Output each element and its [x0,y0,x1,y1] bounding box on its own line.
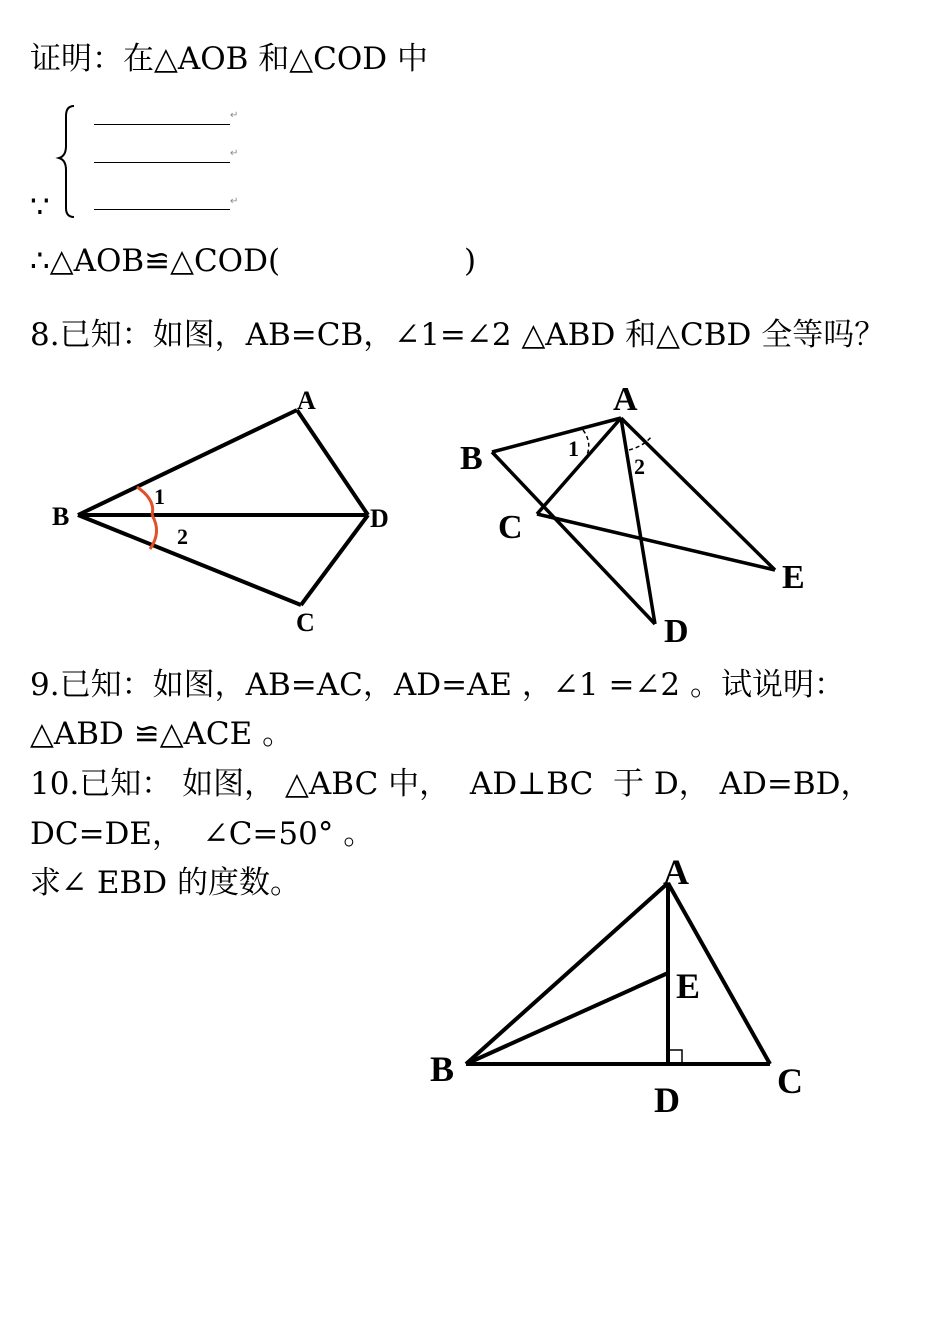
proof-brace [56,102,80,220]
fig2-label-d: D [664,613,689,650]
proof-blank-2[interactable] [94,162,230,163]
fig2-label-c: C [498,509,523,546]
proof-intro: 证明：在△AOB 和△COD 中 [30,41,428,77]
return-mark-2: ↵ [230,148,239,159]
fig1-angle-1: 1 [154,484,165,509]
question-9-line-2: △ABD ≌△ACE 。 [30,716,294,752]
proof-blank-3[interactable] [94,209,230,210]
figure-triangle-abc-altitude [420,850,840,1120]
fig2-label-b: B [460,440,483,477]
proof-blank-1[interactable] [94,124,230,125]
fig2-label-a: A [613,381,638,418]
figure-kite-abcd [0,380,420,640]
conclusion-close-paren: ) [464,243,477,279]
question-10-line-2: DC=DE， ∠C=50° 。 [30,816,375,852]
fig2-label-e: E [782,559,805,596]
question-10-line-1: 10.已知： 如图， △ABC 中， AD⊥BC 于 D， AD=BD， [30,766,872,802]
question-8: 8.已知：如图，AB=CB，∠1=∠2 △ABD 和△CBD 全等吗？ [30,317,886,353]
question-10-line-3: 求∠ EBD 的度数。 [30,865,301,901]
fig1-label-b: B [52,502,70,531]
fig1-label-a: A [297,386,316,415]
fig3-label-b: B [430,1049,455,1089]
fig1-label-d: D [370,504,389,533]
figure-triangles-abd-ace [440,380,860,660]
return-mark-1: ↵ [230,110,239,121]
because-symbol: ∵ [30,189,50,225]
question-9-line-1: 9.已知：如图，AB=AC，AD=AE ，∠1 =∠2 。试说明： [30,667,845,703]
fig2-angle-1: 1 [568,436,579,461]
fig3-label-c: C [777,1061,803,1101]
fig1-angle-2: 2 [177,524,188,549]
return-mark-3: ↵ [230,196,239,207]
fig3-label-e: E [676,966,701,1006]
congruence-conclusion: ∴△AOB≌△COD( [30,243,281,279]
fig1-label-c: C [296,608,315,637]
fig2-angle-2: 2 [634,454,645,479]
fig3-label-d: D [654,1080,680,1120]
fig3-label-a: A [663,852,689,892]
